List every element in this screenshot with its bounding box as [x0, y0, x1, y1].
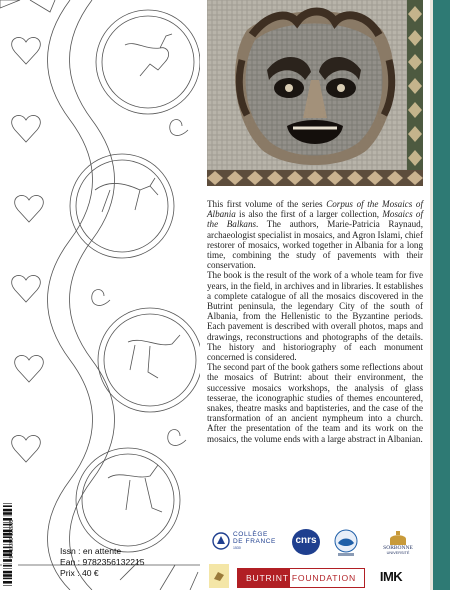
book-description	[207, 199, 423, 444]
sorbonne-line1: SORBONNE	[383, 544, 413, 551]
theatre-mask-mosaic-photo	[207, 0, 423, 186]
college-de-france-logo	[209, 528, 279, 554]
description-paragraph	[207, 362, 423, 444]
paragraph-text: The book is the result of the work of a whole team for five years, in the field, in archives and in libraries. It establishes a complete catalogue of all the mosaics discovered in the Butrint peninsula, the legendary City of the south of Albania, from the Hellenistic to the Byzantine periods. Each pavement is described with overall photos, maps and drawings, reconstructions and photographs of the details. The history and historiography of each monument concerned is considered.	[207, 270, 423, 363]
barcode-digits: 9 782356 132215	[9, 519, 15, 559]
paragraph-text: This first volume of the series	[207, 199, 327, 209]
paragraph-text: is also the first of a larger collection,	[235, 209, 383, 220]
wave-emblem-icon	[332, 529, 360, 557]
ean-text: Ean : 9782356132215	[60, 557, 145, 567]
sorbonne-line2: UNIVERSITÉ	[386, 550, 410, 555]
butrint-text: BUTRINT FOUNDATION	[245, 573, 357, 583]
description-paragraph	[207, 199, 423, 270]
italic-title: Mosaics of the Balkans	[207, 209, 423, 230]
cnrs-text: cnrs	[295, 535, 317, 546]
imk-text: IMK	[379, 568, 403, 584]
barcode-bar	[3, 585, 12, 586]
sorbonne-dome-icon	[387, 531, 409, 545]
description-paragraph	[207, 270, 423, 362]
mosaic-line-drawing	[0, 0, 200, 590]
small-press-logo	[209, 564, 229, 588]
college-line2: DE FRANCE	[233, 537, 276, 545]
college-year: 1530	[233, 545, 241, 550]
book-spine	[433, 0, 450, 590]
sponsor-logos	[207, 528, 427, 590]
butrint-foundation-logo	[237, 568, 365, 588]
italic-title: Corpus of the Mosaics of Albania	[207, 199, 423, 220]
imk-logo	[373, 566, 409, 586]
paragraph-text: The second part of the book gathers some reflections about the mosaics of Butrint: about their environment, the successive mosaics workshops, the analysis of glass tesserae, the iconographic studies of themes encountered, snakes, theatre masks and baptisteries, and the case of the transformation of an ancient nympheum into a church. After the presentation of the team and its work on the mosaics, the volume ends with a large abstract in Albanian.	[207, 362, 423, 444]
bird-emblem-icon	[212, 569, 226, 583]
issn-text: Issn : en attente	[60, 546, 122, 556]
college-de-france-emblem-icon	[212, 530, 230, 552]
publication-info	[60, 546, 145, 579]
price-text: Prix : 40 €	[60, 568, 99, 578]
barcode-bar	[3, 581, 12, 584]
research-lab-logo	[331, 529, 361, 557]
paragraph-text: . The authors, Marie-Patricia Raynaud, archaeologist specialist in mosaics, and Agron Islami, chief restorer of mosaics, worked together in Albania for a long time, combining the study of pavements with their conservation.	[207, 219, 423, 271]
cnrs-logo	[289, 528, 323, 556]
sorbonne-logo	[375, 528, 421, 558]
college-line1: COLLÈGE	[233, 530, 268, 538]
